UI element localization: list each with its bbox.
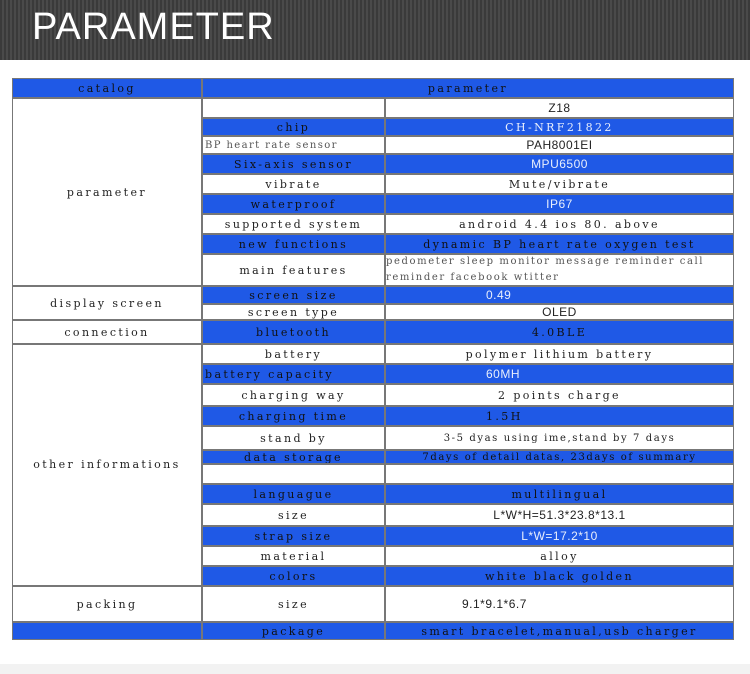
group-connection: connection	[12, 320, 202, 344]
row-label: Six-axis sensor	[202, 154, 385, 174]
row-label-empty	[202, 464, 385, 484]
row-label: main features	[202, 254, 385, 286]
parameter-table	[12, 78, 734, 640]
row-value: PAH8001EI	[385, 136, 734, 154]
row-label: screen type	[202, 304, 385, 320]
row-value: 0.49	[385, 286, 734, 304]
group-display-screen: display screen	[12, 286, 202, 320]
row-label: data storage	[202, 450, 385, 464]
row-label: screen size	[202, 286, 385, 304]
row-label: package	[202, 622, 385, 640]
row-label: strap size	[202, 526, 385, 546]
row-label: new functions	[202, 234, 385, 254]
row-value: 4.0BLE	[385, 320, 734, 344]
row-value: CH-NRF21822	[385, 118, 734, 136]
row-label: size	[202, 586, 385, 622]
group-package-blank	[12, 622, 202, 640]
group-packing: packing	[12, 586, 202, 622]
row-value-model: Z18	[385, 98, 734, 118]
row-value-empty	[385, 464, 734, 484]
row-value: 9.1*9.1*6.7	[385, 586, 734, 622]
row-label: size	[202, 504, 385, 526]
row-value: Mute/vibrate	[385, 174, 734, 194]
row-label	[202, 98, 385, 118]
row-value: 7days of detail datas, 23days of summary	[385, 450, 734, 464]
row-value: IP67	[385, 194, 734, 214]
row-label: battery capacity	[202, 364, 385, 384]
row-value: 3-5 dyas using ime,stand by 7 days	[385, 426, 734, 450]
row-value: 60MH	[385, 364, 734, 384]
row-value: multilingual	[385, 484, 734, 504]
bottom-strip	[0, 664, 750, 674]
row-label: battery	[202, 344, 385, 364]
row-value: OLED	[385, 304, 734, 320]
row-value-features: pedometer sleep monitor message reminder call reminder facebook wtitter	[385, 254, 734, 286]
row-value: L*W=17.2*10	[385, 526, 734, 546]
group-other-informations: other informations	[12, 344, 202, 586]
group-parameter: parameter	[12, 98, 202, 286]
row-label: supported system	[202, 214, 385, 234]
row-label: chip	[202, 118, 385, 136]
row-value: dynamic BP heart rate oxygen test	[385, 234, 734, 254]
row-label: bluetooth	[202, 320, 385, 344]
header-parameter: parameter	[202, 78, 734, 98]
row-value: 2 points charge	[385, 384, 734, 406]
row-value: android 4.4 ios 80. above	[385, 214, 734, 234]
row-label: material	[202, 546, 385, 566]
row-label: BP heart rate sensor	[202, 136, 385, 154]
row-label: stand by	[202, 426, 385, 450]
row-value: L*W*H=51.3*23.8*13.1	[385, 504, 734, 526]
row-label: languague	[202, 484, 385, 504]
row-value: smart bracelet,manual,usb charger	[385, 622, 734, 640]
row-value: MPU6500	[385, 154, 734, 174]
row-label: vibrate	[202, 174, 385, 194]
banner	[0, 0, 750, 60]
banner-title: PARAMETER	[32, 6, 275, 48]
row-label: charging way	[202, 384, 385, 406]
row-value: 1.5H	[385, 406, 734, 426]
row-label: waterproof	[202, 194, 385, 214]
row-label: charging time	[202, 406, 385, 426]
row-label: colors	[202, 566, 385, 586]
header-catalog: catalog	[12, 78, 202, 98]
row-value: polymer lithium battery	[385, 344, 734, 364]
row-value: alloy	[385, 546, 734, 566]
row-value: white black golden	[385, 566, 734, 586]
